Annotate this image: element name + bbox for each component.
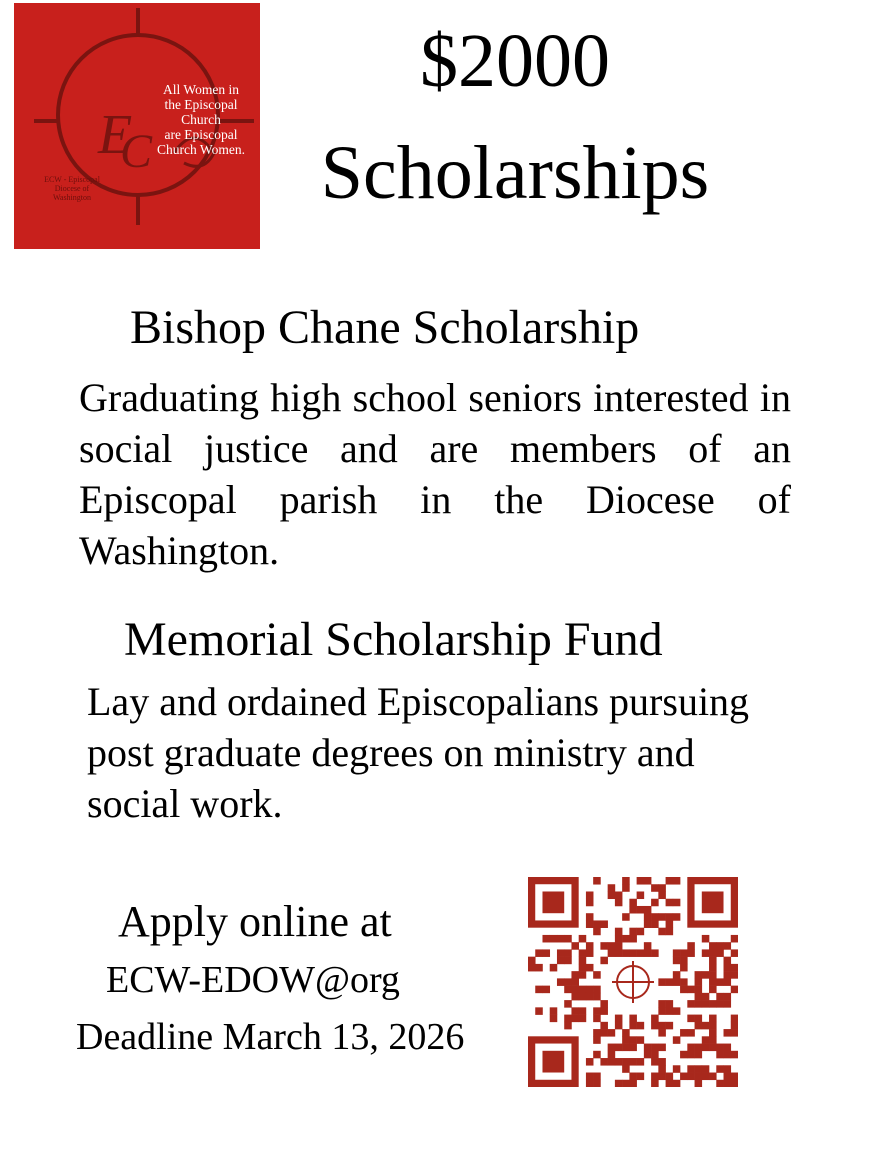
svg-text:E: E: [98, 104, 133, 166]
apply-online-label: Apply online at: [118, 897, 392, 946]
logo-motto-line: Church Women.: [157, 142, 245, 157]
ecw-logo: [14, 3, 260, 249]
qr-code[interactable]: [528, 877, 738, 1087]
logo-diocese-line: Washington: [52, 193, 92, 202]
logo-diocese: [34, 175, 110, 202]
logo-motto-line: All Women in: [163, 82, 239, 97]
scholarship-title: Memorial Scholarship Fund: [124, 613, 663, 666]
scholarship-description: Lay and ordained Episcopalians pursuing post graduate degrees on ministry and social work.: [87, 679, 750, 826]
scholarship-title: Bishop Chane Scholarship: [130, 301, 640, 354]
logo-motto-line: are Episcopal: [164, 127, 238, 142]
logo-diocese-line: Diocese of: [54, 184, 90, 193]
qr-code-icon: [528, 877, 738, 1087]
logo-motto-line: Church: [181, 112, 221, 127]
page-title: Scholarships: [320, 131, 710, 215]
svg-text:C: C: [120, 125, 153, 178]
logo-diocese-line: ECW - Episcopal: [44, 175, 100, 184]
deadline-text: Deadline March 13, 2026: [76, 1016, 465, 1058]
logo-motto: [142, 82, 260, 157]
logo-motto-line: the Episcopal: [164, 97, 238, 112]
scholarship-description: Graduating high school seniors interested in social justice and are members of an Episcopal parish in the Diocese of Washington.: [79, 375, 791, 573]
apply-address: ECW-EDOW@org: [106, 959, 400, 1001]
scholarship-amount: $2000: [420, 19, 610, 103]
